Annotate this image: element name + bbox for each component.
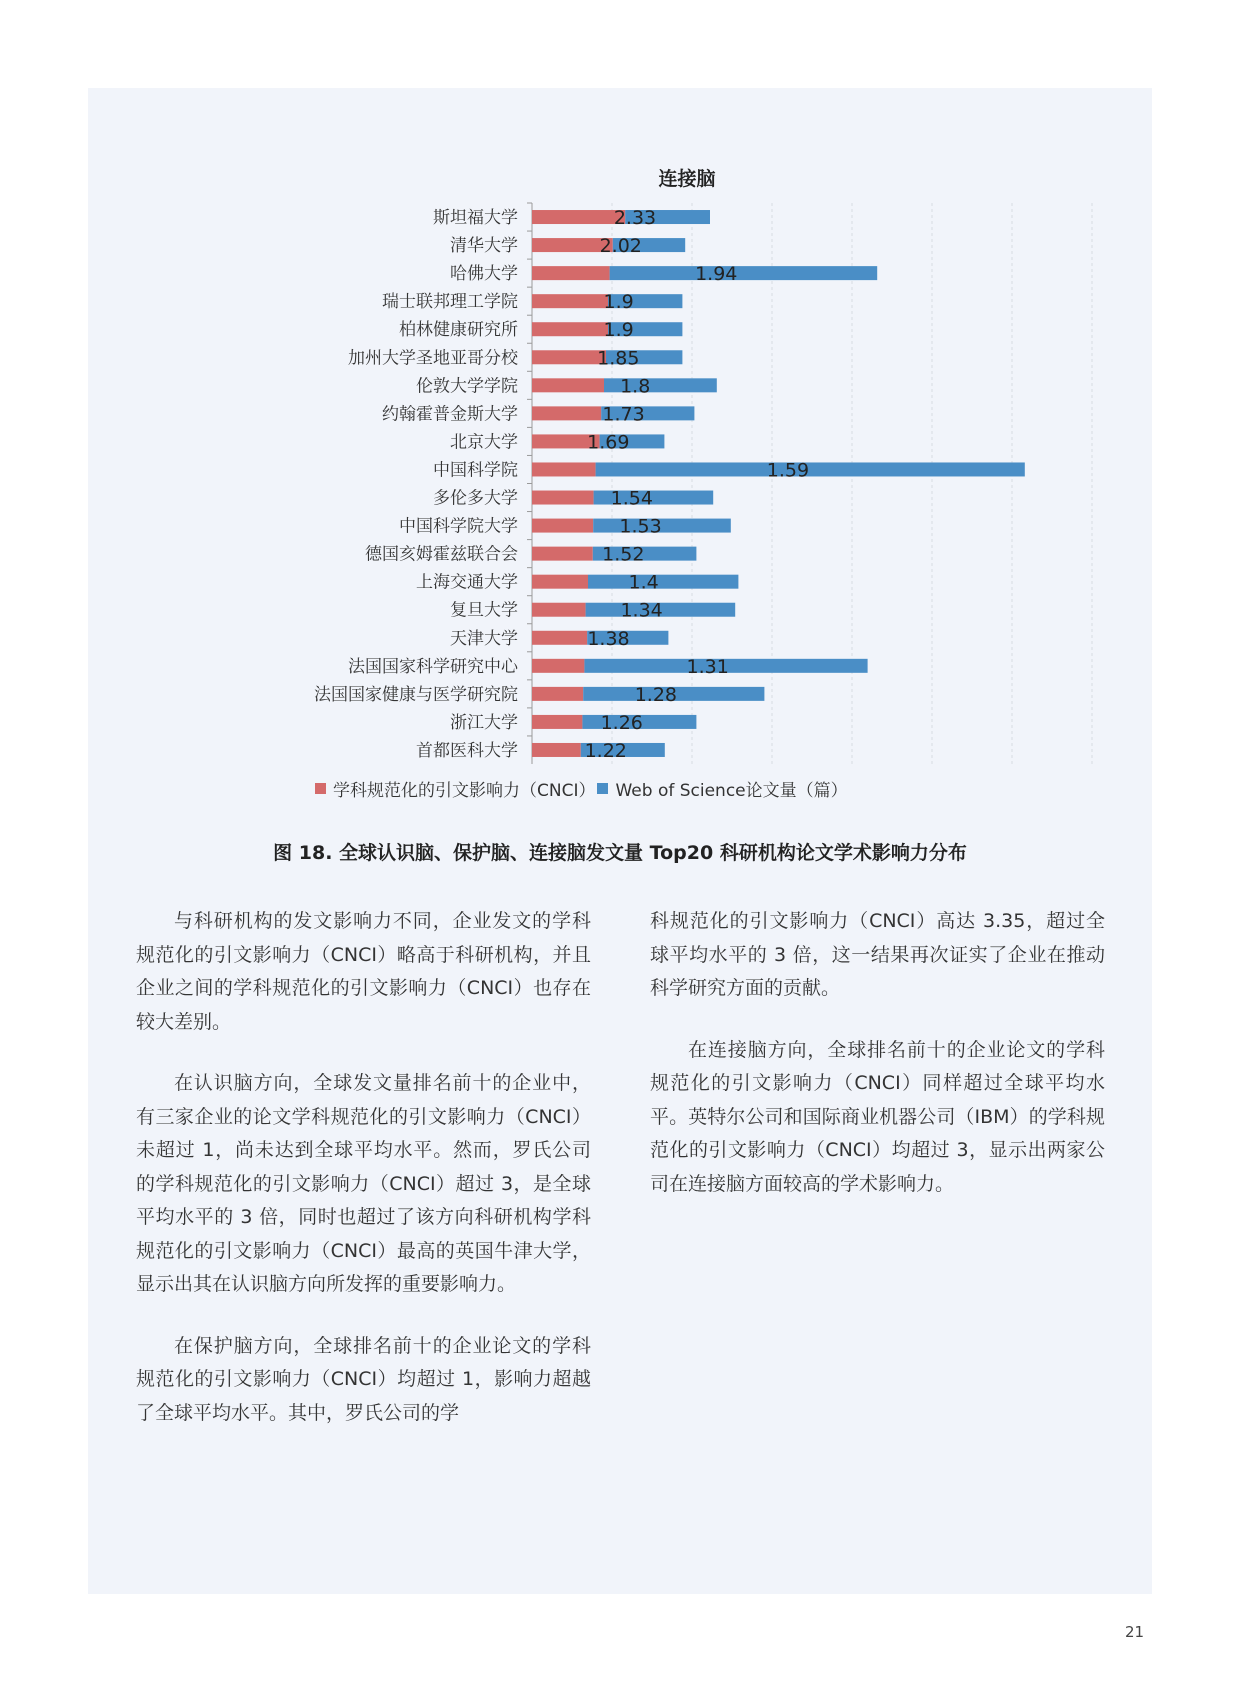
category-label: 哈佛大学 — [450, 264, 518, 285]
bar-cnci — [532, 687, 583, 701]
category-label: 法国国家健康与医学研究院 — [314, 684, 518, 705]
category-label: 法国国家科学研究中心 — [348, 656, 518, 677]
bar-wos — [610, 266, 878, 280]
data-label: 1.26 — [600, 711, 643, 734]
data-label: 1.73 — [602, 403, 645, 426]
chart-legend — [315, 776, 850, 800]
legend-swatch-wos — [597, 783, 608, 794]
category-label: 多伦多大学 — [433, 488, 518, 509]
category-label: 德国亥姆霍兹联合会 — [365, 544, 518, 565]
legend-item-wos — [597, 776, 847, 801]
bar-cnci — [532, 491, 594, 505]
category-label: 加州大学圣地亚哥分校 — [348, 348, 518, 369]
page-number: 21 — [1125, 1623, 1145, 1641]
figure-caption: 图 18. 全球认识脑、保护脑、连接脑发文量 Top20 科研机构论文学术影响力分布 — [273, 842, 967, 864]
legend-swatch-cnci — [315, 783, 326, 794]
paragraph: 在保护脑方向，全球排名前十的企业论文的学科规范化的引文影响力（CNCI）均超过 1，影响力超越了全球平均水平。其中，罗氏公司的学 — [136, 1334, 591, 1424]
bar-cnci — [532, 519, 593, 533]
data-label: 1.34 — [620, 599, 663, 622]
bar-wos — [588, 575, 738, 589]
data-label: 1.8 — [620, 375, 651, 398]
bar-cnci — [532, 378, 604, 392]
category-label: 浙江大学 — [450, 712, 518, 733]
category-label: 复旦大学 — [450, 600, 518, 621]
legend-label-wos: Web of Science论文量（篇） — [615, 780, 848, 801]
data-label: 1.59 — [766, 459, 810, 482]
bar-cnci — [532, 266, 610, 280]
category-label: 天津大学 — [450, 628, 518, 649]
data-label: 1.9 — [603, 319, 634, 342]
data-label: 1.28 — [634, 683, 678, 706]
bar-cnci — [532, 210, 625, 224]
category-label: 瑞士联邦理工学院 — [382, 292, 518, 313]
category-label: 清华大学 — [450, 236, 518, 257]
category-label: 上海交通大学 — [416, 572, 518, 593]
bar-cnci — [532, 350, 606, 364]
paragraph: 科规范化的引文影响力（CNCI）高达 3.35，超过全球平均水平的 3 倍，这一结果再次证实了企业在推动科学研究方面的贡献。 — [650, 910, 1105, 999]
data-label: 1.53 — [619, 515, 662, 538]
bar-cnci — [532, 631, 587, 645]
category-label: 中国科学院 — [433, 460, 518, 481]
bar-cnci — [532, 462, 596, 476]
data-label: 2.33 — [613, 207, 657, 230]
paragraph: 在认识脑方向，全球发文量排名前十的企业中，有三家企业的论文学科规范化的引文影响力（CNCI）未超过 1，尚未达到全球平均水平。然而，罗氏公司的学科规范化的引文影响力（CNCI）超过 3，是全球平均水平的 3 倍，同时也超过了该方向科研机构学科规范化的引文影响力（CNCI）最高的英国牛津大学，显示出其在认识脑方向所发挥的重要影响力。 — [136, 1072, 591, 1295]
data-label: 1.38 — [587, 627, 630, 650]
paragraph: 与科研机构的发文影响力不同，企业发文的学科规范化的引文影响力（CNCI）略高于科研机构，并且企业之间的学科规范化的引文影响力（CNCI）也存在较大差别。 — [136, 910, 591, 1033]
bar-wos — [596, 462, 1025, 476]
left-column — [136, 905, 591, 1458]
data-label: 1.22 — [584, 739, 627, 762]
data-label: 1.9 — [603, 291, 634, 314]
bar-cnci — [532, 743, 581, 757]
bar-cnci — [532, 406, 601, 420]
category-label: 中国科学院大学 — [399, 516, 518, 537]
data-label: 1.52 — [602, 543, 645, 566]
bar-wos — [593, 519, 731, 533]
bar-cnci — [532, 715, 582, 729]
category-label: 柏林健康研究所 — [399, 320, 518, 341]
data-label: 1.54 — [610, 487, 653, 510]
bar-cnci — [532, 659, 584, 673]
legend-item-cnci — [315, 776, 595, 801]
legend-label-cnci: 学科规范化的引文影响力（CNCI） — [333, 780, 596, 801]
category-label: 北京大学 — [450, 432, 518, 453]
category-label: 首都医科大学 — [416, 740, 518, 761]
chart-title: 连接脑 — [658, 168, 716, 190]
bar-cnci — [532, 603, 586, 617]
category-label: 伦敦大学学院 — [416, 376, 518, 397]
data-label: 1.69 — [587, 431, 630, 454]
category-label: 约翰霍普金斯大学 — [382, 404, 518, 425]
bar-cnci — [532, 294, 608, 308]
right-column — [650, 905, 1105, 1229]
data-label: 2.02 — [599, 235, 642, 258]
data-label: 1.85 — [597, 347, 640, 370]
paragraph: 在连接脑方向，全球排名前十的企业论文的学科规范化的引文影响力（CNCI）同样超过全球平均水平。英特尔公司和国际商业机器公司（IBM）的学科规范化的引文影响力（CNCI）均超过 3，显示出两家公司在连接脑方面较高的学术影响力。 — [650, 1038, 1105, 1195]
data-label: 1.31 — [686, 655, 729, 678]
bar-cnci — [532, 322, 608, 336]
bar-cnci — [532, 575, 588, 589]
bar-chart — [0, 0, 1240, 800]
bar-cnci — [532, 547, 593, 561]
data-label: 1.94 — [695, 263, 738, 286]
data-label: 1.4 — [628, 571, 659, 594]
category-label: 斯坦福大学 — [433, 208, 518, 229]
